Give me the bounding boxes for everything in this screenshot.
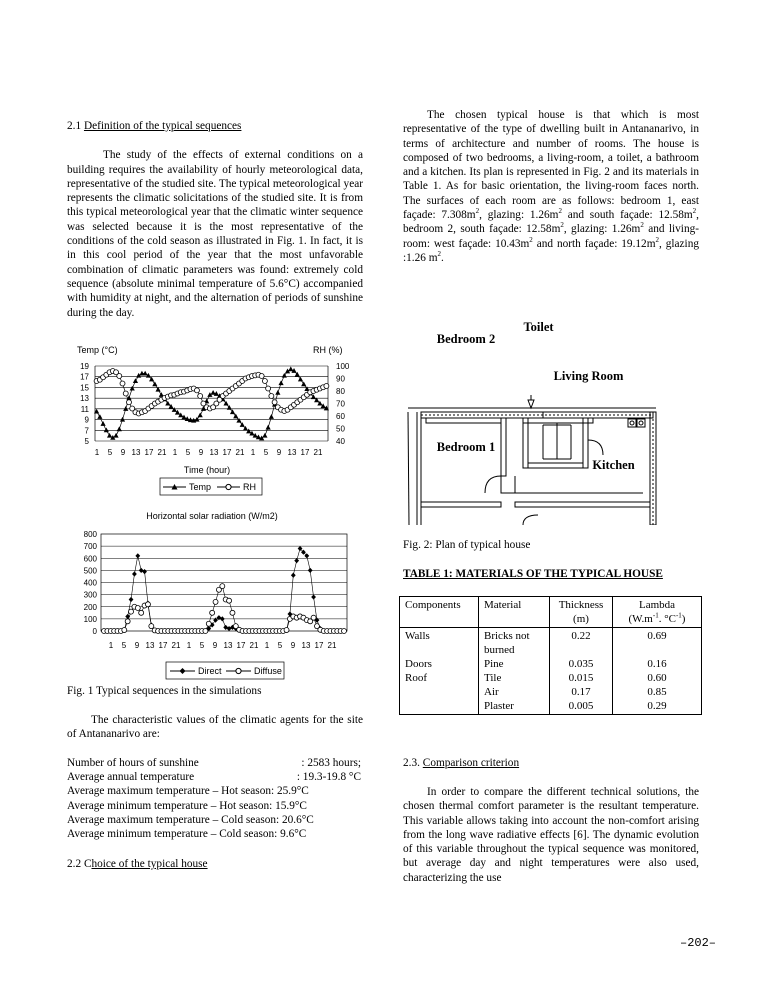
chart-ytick: 300 bbox=[83, 590, 97, 600]
climate-row bbox=[67, 799, 361, 813]
climate-value: : 2583 hours; bbox=[301, 757, 361, 769]
chart-xlabel: Time (hour) bbox=[183, 465, 231, 475]
data-point-diffuse bbox=[149, 624, 154, 629]
data-point-temp bbox=[113, 433, 118, 438]
data-point-temp bbox=[130, 386, 135, 391]
chart-xtick: 1 bbox=[172, 448, 178, 457]
plan-label-bedroom1: Bedroom 1 bbox=[436, 440, 496, 454]
data-point-temp bbox=[133, 378, 138, 383]
chart-yticks bbox=[84, 530, 98, 636]
chart-xtick: 13 bbox=[223, 641, 233, 650]
house-description: The chosen typical house is that which is most representative of the type of dwelling built in Antananarivo, in terms of architecture and number of rooms. The house is composed of two bedrooms, a living-room, a toilet, a bathroom and a kitchen. Its plan is represented in Fig. 2 and its materials in Table 1. As for basic orientation, the living-room faces north. The surfaces of each room are as follows: bedroom 1, east façade: $7.308m^2$, glazing: $1.26m^2$ and south façade: $12.58m^2$, bedroom 2, south façade: $12.58m^2$, glazing: $1.26m^2$ and living-room: west façade: $10.43m^2$ and north façade: $19.12m^2$, glazing :1.26 $m^2$. bbox=[403, 109, 700, 264]
climate-label: Average annual temperature bbox=[67, 771, 195, 784]
section-number: 2.3. bbox=[403, 757, 423, 769]
data-point-rh bbox=[269, 394, 274, 399]
data-point-temp bbox=[266, 425, 271, 430]
chart-xtick: 9 bbox=[198, 448, 204, 457]
legend-direct: Direct bbox=[198, 666, 222, 676]
section-2-1-paragraph: The study of the effects of external conditions on a building requires the availability of hourly meteorological data, representative of the studied site. The typical meteorological year represents the climatic solicitations of the studied site. It is from this typical meteorological year that the climatic winter sequence was selected because it is the most representative of the conditions of the cold season as illustrated in Fig. 1. In fact, it is in this cool period of the year that the most unfavorable combination of climatic parameters was found: extremely cold sequence (absolute minimal temperature of 5.6°C) accompanied with humidity at night, and the alternation of periods of sunshine during the day. bbox=[67, 149, 363, 319]
chart-xtick: 17 bbox=[144, 448, 154, 457]
chart-ytick: 200 bbox=[83, 602, 97, 612]
chart-ytick: 800 bbox=[83, 530, 97, 539]
data-point-direct bbox=[294, 558, 299, 563]
data-point-rh bbox=[198, 394, 203, 399]
chart-ytick: 400 bbox=[83, 578, 97, 588]
chart-ytick: 100 bbox=[83, 614, 97, 624]
plan-label-bedroom2: Bedroom 2 bbox=[436, 332, 496, 346]
section-2-2-heading bbox=[67, 857, 363, 871]
data-point-diffuse bbox=[284, 628, 289, 633]
chart-xtick: 17 bbox=[300, 448, 310, 457]
components-cell: Walls Doors Roof bbox=[400, 628, 479, 715]
chart-xtick: 5 bbox=[185, 448, 191, 457]
climate-label: Average maximum temperature – Cold season: 20.6°C bbox=[67, 813, 314, 826]
climate-label: Number of hours of sunshine bbox=[67, 757, 199, 769]
data-point-diffuse bbox=[311, 615, 316, 620]
chart-ytick-right: 60 bbox=[336, 412, 345, 421]
climate-label: Average maximum temperature – Hot season: 25.9°C bbox=[67, 785, 309, 798]
table-header-row bbox=[400, 597, 702, 628]
chart-xtick: 1 bbox=[186, 641, 192, 650]
comparison-paragraph-block bbox=[403, 785, 699, 885]
data-point-rh bbox=[272, 400, 277, 405]
chart-xtick: 13 bbox=[287, 448, 297, 457]
chart-xtick: 13 bbox=[301, 641, 311, 650]
chart-ytick: 500 bbox=[83, 566, 97, 576]
data-point-direct bbox=[132, 571, 137, 576]
temp-rh-chart bbox=[66, 340, 366, 500]
data-point-temp bbox=[104, 427, 109, 432]
chart-xtick: 13 bbox=[145, 641, 155, 650]
data-point-temp bbox=[123, 406, 128, 411]
chart-xticks bbox=[109, 641, 337, 650]
plan-label-toilet: Toilet bbox=[523, 320, 554, 334]
climate-values bbox=[67, 756, 361, 841]
data-point-diffuse bbox=[129, 609, 134, 614]
data-point-direct bbox=[129, 597, 134, 602]
fig2-caption-block bbox=[403, 538, 699, 552]
chart-ytick-right: 80 bbox=[336, 387, 345, 396]
chart-ytick-right: 50 bbox=[336, 424, 345, 434]
section-title: Definition of the typical sequences bbox=[83, 120, 242, 132]
chart-ytick-left: 9 bbox=[84, 415, 89, 425]
chart-title bbox=[146, 511, 278, 521]
data-point-temp bbox=[288, 366, 293, 371]
header-lambda-label: Lambda bbox=[638, 599, 676, 611]
data-point-diffuse bbox=[203, 629, 208, 634]
data-point-temp bbox=[152, 381, 157, 386]
data-point-temp bbox=[298, 377, 303, 382]
chart-xtick: 13 bbox=[131, 448, 141, 457]
data-point-rh bbox=[194, 388, 199, 393]
chart-xtick: 1 bbox=[108, 641, 114, 650]
data-point-temp bbox=[262, 433, 267, 438]
lambda-cell: 0.69 0.16 0.60 0.85 0.29 bbox=[613, 628, 702, 715]
section-title: Comparison criterion bbox=[422, 757, 520, 769]
climate-value: : 19.3-19.8 °C bbox=[296, 771, 361, 784]
chart-xtick: 5 bbox=[263, 448, 269, 457]
section-number: 2.2 C bbox=[67, 858, 92, 870]
header-lambda bbox=[613, 597, 702, 628]
page-number: –202– bbox=[680, 936, 717, 950]
chart-xtick: 17 bbox=[314, 641, 324, 650]
data-point-diffuse bbox=[125, 619, 130, 624]
house-plan-figure bbox=[403, 315, 703, 525]
legend-diffuse: Diffuse bbox=[254, 666, 282, 676]
data-point-direct bbox=[311, 594, 316, 599]
data-point-rh bbox=[123, 391, 128, 396]
chart-ytick-left: 19 bbox=[80, 362, 89, 371]
data-point-diffuse bbox=[213, 599, 218, 604]
table-row bbox=[400, 628, 702, 715]
data-point-diffuse bbox=[122, 628, 127, 633]
chart-xtick: 21 bbox=[327, 641, 337, 650]
chart-xticks bbox=[95, 448, 323, 457]
data-point-diffuse bbox=[230, 610, 235, 615]
data-point-temp bbox=[275, 390, 280, 395]
data-point-direct bbox=[291, 573, 296, 578]
data-point-temp bbox=[269, 414, 274, 419]
chart-xtick: 9 bbox=[290, 641, 296, 650]
chart-xtick: 5 bbox=[199, 641, 205, 650]
climate-row bbox=[67, 784, 361, 798]
header-components: Components bbox=[400, 597, 479, 628]
plan-label-kitchen: Kitchen bbox=[592, 458, 635, 472]
chart-ytick-left: 15 bbox=[80, 383, 89, 393]
data-point-diffuse bbox=[210, 610, 215, 615]
chart-yticks-right bbox=[336, 362, 350, 446]
legend-rh-marker bbox=[226, 484, 231, 489]
data-point-diffuse bbox=[145, 602, 150, 607]
chart-legend bbox=[166, 662, 284, 679]
chart-xtick: 17 bbox=[236, 641, 246, 650]
chart-xtick: 17 bbox=[222, 448, 232, 457]
chart-ytick: 0 bbox=[92, 627, 97, 636]
chart-ylabel-left: Temp (°C) bbox=[77, 345, 118, 355]
chart-ytick-left: 11 bbox=[80, 404, 89, 414]
data-point-direct bbox=[308, 568, 313, 573]
chart-yticks-left bbox=[80, 362, 89, 446]
climate-label: Average minimum temperature – Cold season: 9.6°C bbox=[67, 827, 307, 840]
section-number: 2.1 bbox=[67, 120, 82, 132]
chart-xtick: 21 bbox=[313, 448, 323, 457]
climate-intro bbox=[67, 713, 363, 742]
data-point-temp bbox=[143, 371, 148, 376]
data-point-rh bbox=[262, 379, 267, 384]
chart-ylabel-right: RH (%) bbox=[313, 345, 343, 355]
climate-row bbox=[67, 756, 361, 770]
data-point-temp bbox=[100, 421, 105, 426]
section-title: hoice of the typical house bbox=[91, 858, 208, 870]
chart-xtick: 9 bbox=[276, 448, 282, 457]
left-column bbox=[67, 119, 363, 320]
chart-series bbox=[102, 546, 347, 634]
section-2-1-heading bbox=[67, 119, 363, 133]
table-title: TABLE 1: MATERIALS OF THE TYPICAL HOUSE bbox=[403, 568, 663, 580]
data-point-rh bbox=[259, 374, 264, 379]
data-point-temp bbox=[120, 417, 125, 422]
chart-xtick: 13 bbox=[209, 448, 219, 457]
legend-rh: RH bbox=[243, 482, 256, 492]
data-point-rh bbox=[126, 400, 131, 405]
thickness-cell: 0.22 0.035 0.015 0.17 0.005 bbox=[550, 628, 613, 715]
solar-radiation-chart bbox=[66, 505, 366, 683]
climate-intro-paragraph: The characteristic values of the climatic agents for the site of Antananarivo are: bbox=[67, 714, 363, 741]
chart-xtick: 17 bbox=[158, 641, 168, 650]
plan-label-living-room: Living Room bbox=[553, 369, 624, 383]
right-column bbox=[403, 108, 699, 265]
data-point-diffuse bbox=[135, 605, 140, 610]
data-point-temp bbox=[198, 412, 203, 417]
data-point-rh bbox=[324, 384, 329, 389]
comparison-paragraph: In order to compare the different technical solutions, the chosen thermal comfort parameter is the resultant temperature. This variable allows taking into account the non-comfort arising from the long wave radiative effects [6]. The dynamic evolution of this variable throughout the typical sequence was monitored, but average day and night temperatures were also used, characterizing the use bbox=[403, 786, 699, 884]
chart-ytick-left: 17 bbox=[80, 372, 89, 382]
data-point-temp bbox=[97, 414, 102, 419]
chart-ytick: 700 bbox=[83, 542, 97, 552]
climate-label: Average minimum temperature – Hot season: 15.9°C bbox=[67, 799, 307, 812]
data-point-rh bbox=[266, 386, 271, 391]
chart-xtick: 21 bbox=[171, 641, 181, 650]
fig2-caption: Fig. 2: Plan of typical house bbox=[403, 539, 531, 551]
header-material: Material bbox=[479, 597, 550, 628]
chart-xtick: 9 bbox=[134, 641, 140, 650]
climate-row bbox=[67, 827, 361, 841]
data-point-direct bbox=[135, 553, 140, 558]
chart-xtick: 5 bbox=[277, 641, 283, 650]
data-point-diffuse bbox=[206, 621, 211, 626]
chart-xtick: 5 bbox=[107, 448, 113, 457]
data-point-rh bbox=[117, 374, 122, 379]
data-point-diffuse bbox=[342, 629, 347, 634]
chart-ytick-right: 70 bbox=[336, 399, 345, 409]
chart-ytick-left: 7 bbox=[84, 426, 89, 436]
climate-row bbox=[67, 813, 361, 827]
chart-ytick-right: 100 bbox=[336, 362, 350, 371]
chart-ytick: 600 bbox=[83, 554, 97, 564]
section-2-3-heading bbox=[403, 756, 699, 770]
fig1-caption-block bbox=[67, 684, 363, 698]
legend-temp: Temp bbox=[189, 482, 212, 492]
chart-xtick: 5 bbox=[121, 641, 127, 650]
data-point-diffuse bbox=[227, 598, 232, 603]
fig1-caption: Fig. 1 Typical sequences in the simulations bbox=[67, 685, 262, 697]
chart-xtick: 21 bbox=[235, 448, 245, 457]
header-lambda-unit: ($W.m^{-1}$. $^\circ C^{-1}$) bbox=[628, 611, 686, 625]
data-point-diffuse bbox=[139, 610, 144, 615]
data-point-diffuse bbox=[220, 584, 225, 589]
chart-xtick: 21 bbox=[157, 448, 167, 457]
chart-ytick-right: 90 bbox=[336, 374, 345, 384]
materials-table bbox=[399, 596, 702, 715]
chart-ytick-left: 5 bbox=[84, 437, 89, 446]
chart-ytick-right: 40 bbox=[336, 437, 345, 446]
chart-title-text: Horizontal solar radiation (W/m2) bbox=[146, 511, 278, 521]
legend-diffuse-marker bbox=[236, 668, 241, 673]
climate-row bbox=[67, 770, 361, 784]
chart-legend bbox=[160, 478, 262, 495]
chart-xtick: 21 bbox=[249, 641, 259, 650]
header-thickness: Thickness (m) bbox=[550, 597, 613, 628]
chart-xtick: 9 bbox=[212, 641, 218, 650]
chart-xtick: 1 bbox=[250, 448, 256, 457]
chart-series bbox=[94, 366, 329, 440]
data-point-temp bbox=[301, 381, 306, 386]
chart-xtick: 1 bbox=[264, 641, 270, 650]
chart-xtick: 9 bbox=[120, 448, 126, 457]
chart-ytick-left: 13 bbox=[80, 394, 89, 404]
data-point-rh bbox=[120, 381, 125, 386]
data-point-temp bbox=[278, 380, 283, 385]
materials-cell: Bricks not burned Pine Tile Air Plaster bbox=[479, 628, 550, 715]
data-point-temp bbox=[117, 426, 122, 431]
chart-xtick: 1 bbox=[94, 448, 100, 457]
data-point-temp bbox=[107, 433, 112, 438]
